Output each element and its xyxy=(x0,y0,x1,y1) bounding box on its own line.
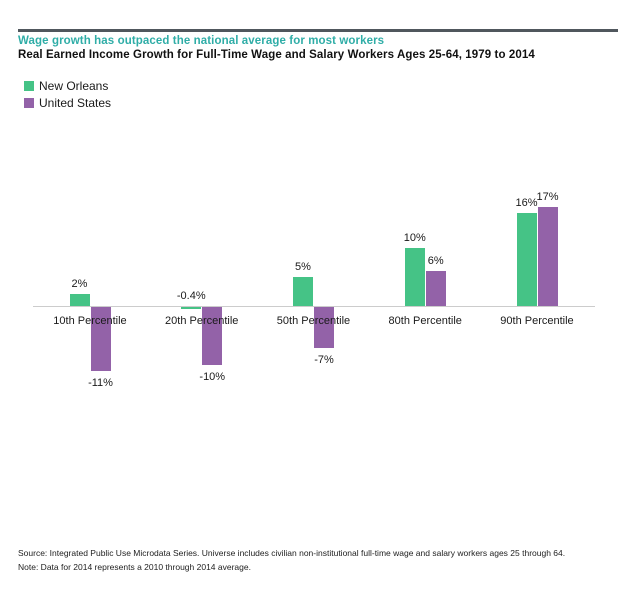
category-label-10th-percentile: 10th Percentile xyxy=(53,315,127,327)
source-note: Source: Integrated Public Use Microdata Series. Universe includes civilian non-institutional full-time wage and salary workers ages 25 through 64. xyxy=(18,548,566,558)
footer-notes xyxy=(18,546,608,574)
legend-label-united-states: United States xyxy=(39,96,112,110)
bar-new-orleans-90th-percentile xyxy=(517,213,537,306)
data-note: Note: Data for 2014 represents a 2010 through 2014 average. xyxy=(18,562,251,572)
value-label: -7% xyxy=(314,353,334,366)
value-label: 17% xyxy=(536,191,559,204)
value-label: -0.4% xyxy=(176,290,206,302)
value-label: 6% xyxy=(427,255,444,268)
category-label-80th-percentile: 80th Percentile xyxy=(388,315,462,327)
category-label-50th-percentile: 50th Percentile xyxy=(276,315,351,327)
bar-united-states-80th-percentile xyxy=(426,271,446,306)
value-label: 5% xyxy=(295,261,311,273)
bar-new-orleans-10th-percentile xyxy=(70,294,90,306)
chart-subtitle: Real Earned Income Growth for Full-Time Wage and Salary Workers Ages 25-64, 1979 to 2014 xyxy=(18,49,535,61)
category-label-20th-percentile: 20th Percentile xyxy=(165,315,239,327)
category-label-90th-percentile: 90th Percentile xyxy=(500,315,574,327)
bar-united-states-90th-percentile xyxy=(538,207,558,306)
bar-new-orleans-50th-percentile xyxy=(293,277,313,306)
bar-new-orleans-20th-percentile xyxy=(181,307,201,309)
chart-title: Wage growth has outpaced the national average for most workers xyxy=(18,35,385,47)
value-label: 2% xyxy=(71,278,88,291)
value-label: -10% xyxy=(199,371,226,383)
value-label: -11% xyxy=(88,376,113,389)
legend-label-new-orleans: New Orleans xyxy=(39,79,109,93)
value-label: 10% xyxy=(403,232,426,244)
value-label: 16% xyxy=(515,197,538,210)
bar-united-states-50th-percentile xyxy=(314,307,334,348)
